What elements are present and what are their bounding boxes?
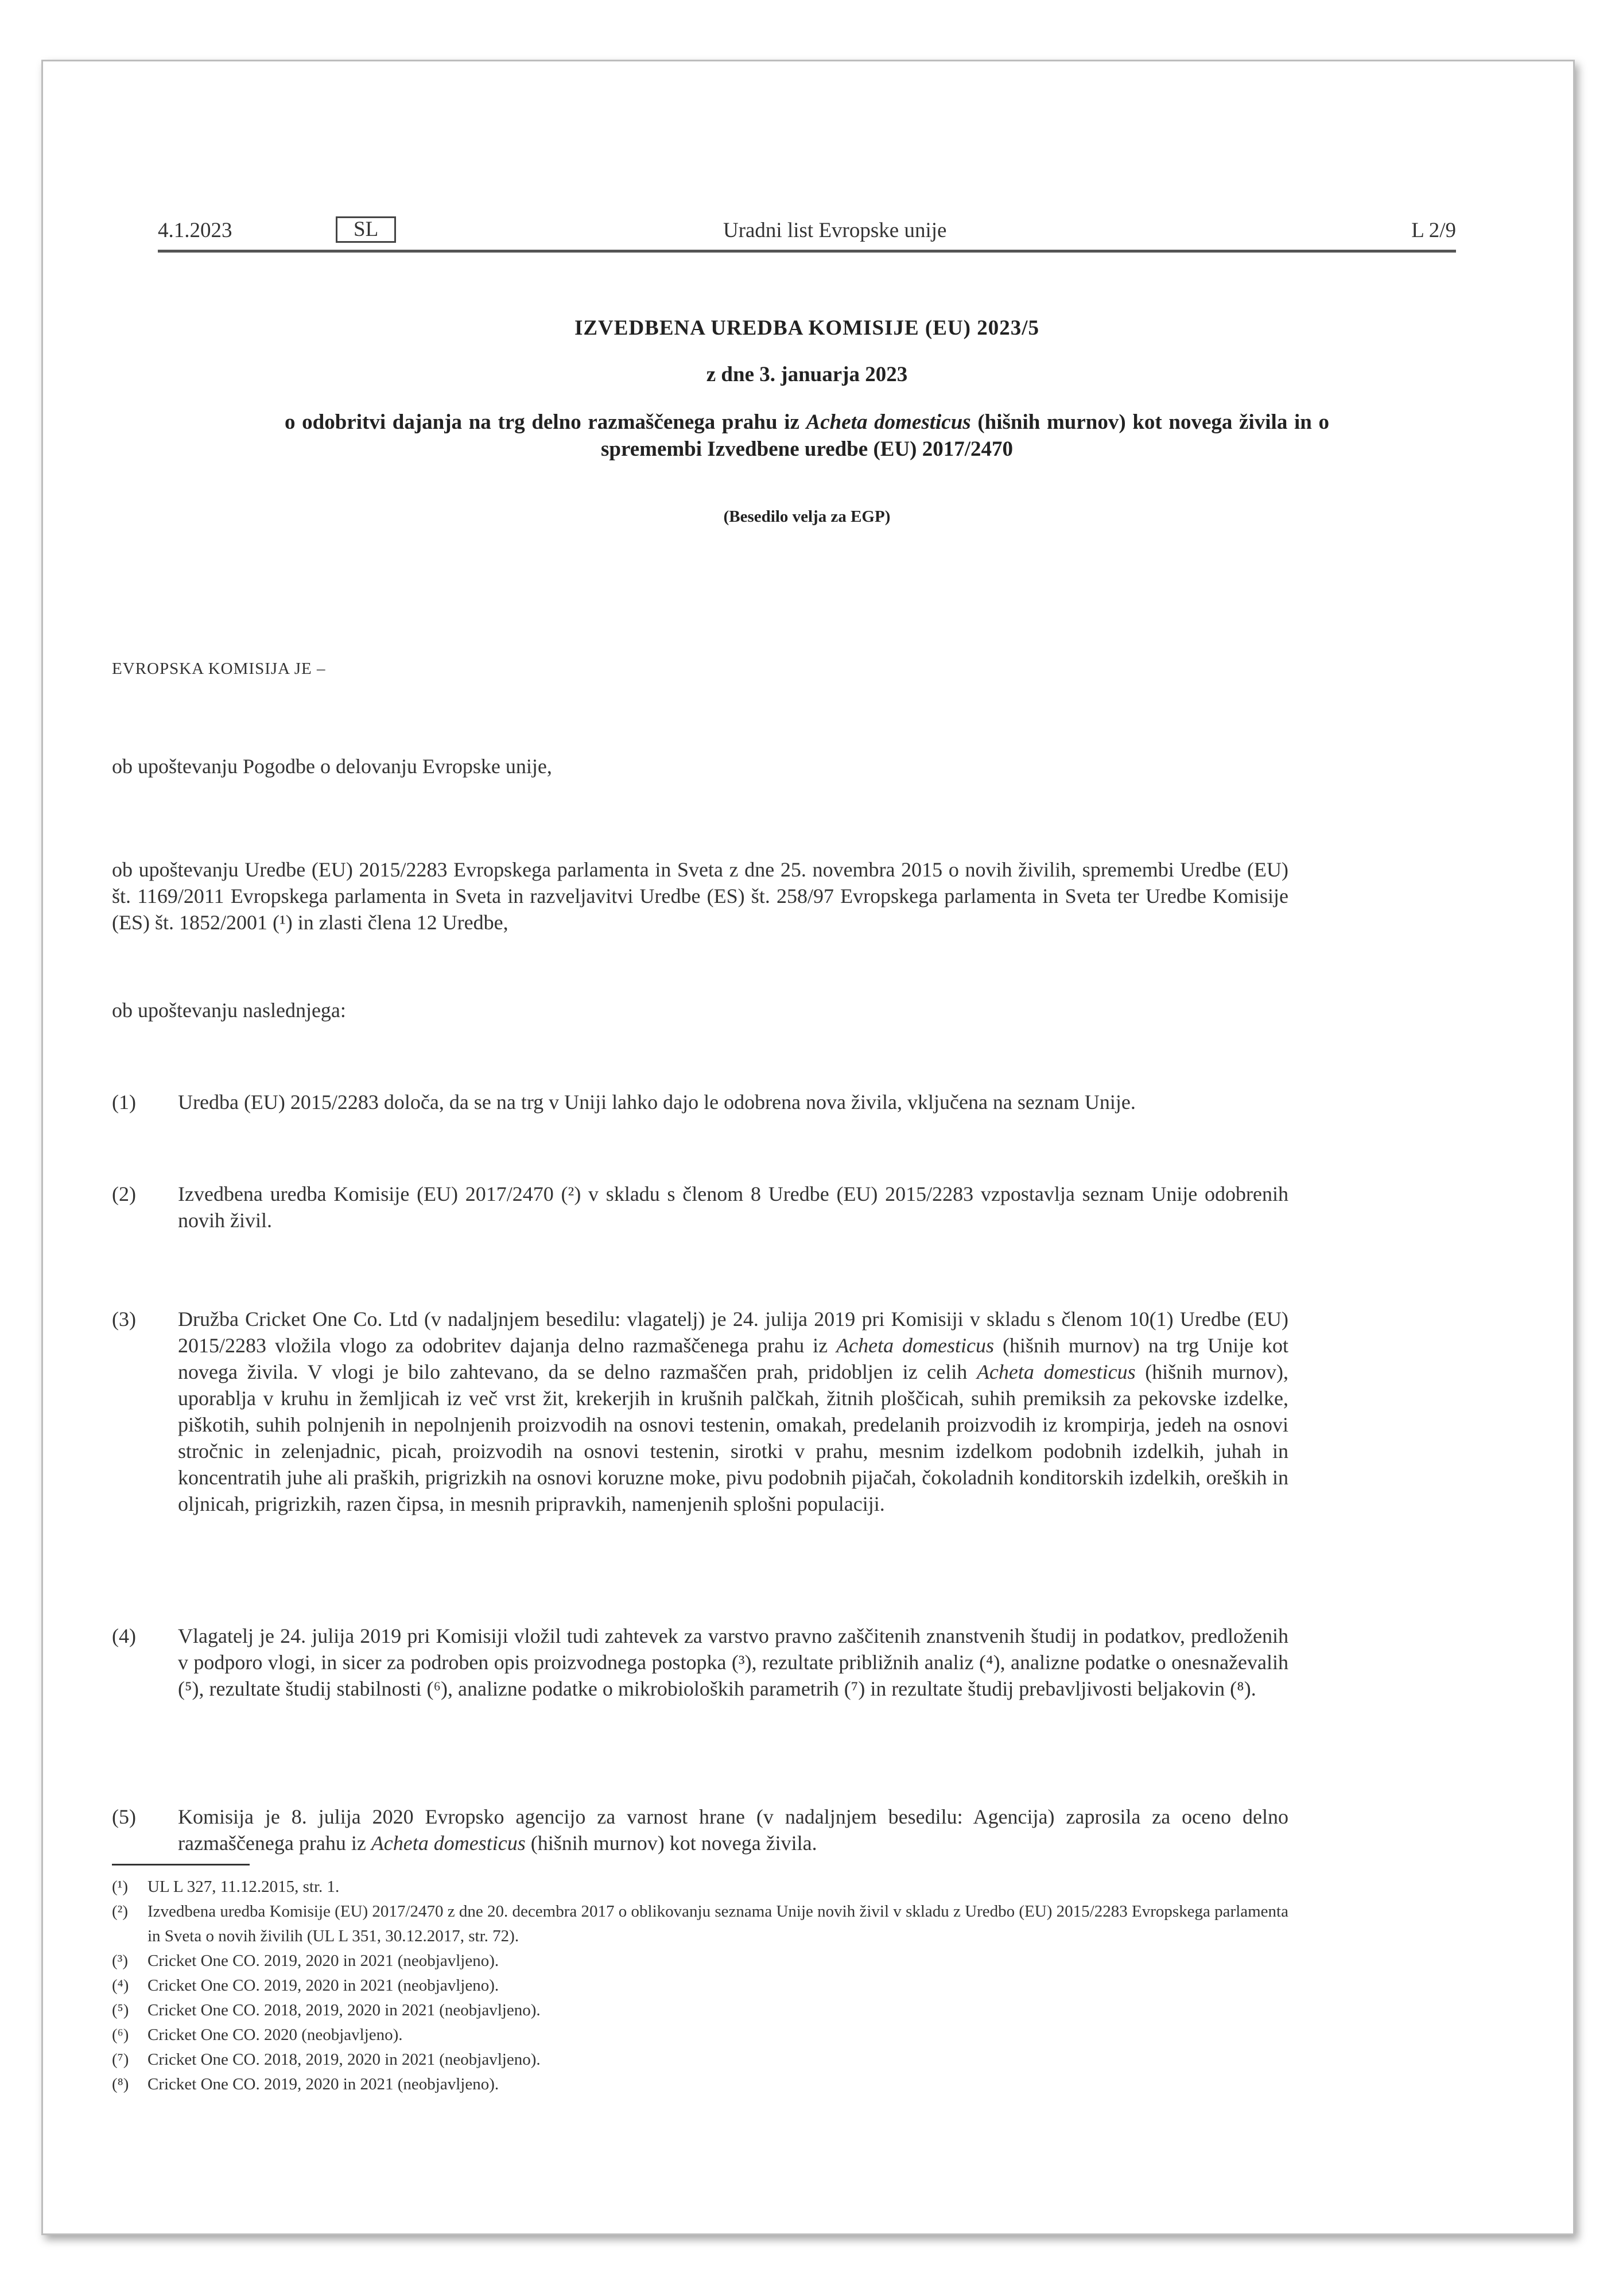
recital-text-part: Uredba (EU) 2015/2283 določa, da se na trg v Uniji lahko dajo le odobrena nova živila, vključena na seznam Unije. [178, 1091, 1136, 1114]
recital-text-species: Acheta domesticus [836, 1334, 995, 1357]
regulation-subject [285, 409, 1329, 463]
eea-relevance-note: (Besedilo velja za EGP) [723, 507, 891, 526]
recital-row [112, 1089, 1288, 1115]
header-journal-title: Uradni list Evropske unije [723, 219, 947, 242]
recital-text-species: Acheta domesticus [976, 1360, 1136, 1383]
footnote-marker: (¹) [112, 1878, 129, 1896]
footnote-1 [112, 1875, 1288, 1899]
recital-number: (4) [112, 1624, 136, 1647]
recital-3 [112, 1306, 1288, 1517]
recital-text-part: (hišnih murnov), uporablja v kruhu in žemljicah iz več vrst žit, krekerjih in krušnih palčkah, žitnih ploščicah, suhih premiksih za pekovske izdelke, piškotih, suhih polnjenih in nepolnjenih proizvodih na osnovi testenin, omakah, predelanih proizvodih iz krompirja, jedeh na osnovi stročnic in zelenjadnic, picah, proizvodih na osnovi testenin, sirotki v prahu, mesnim izdelkom podobnih izdelkih, juhah in koncentratih juhe ali praških, prigrizkih na osnovi koruzne moke, pivu podobnih pijačah, čokoladnih konditorskih izdelkih, oreških in oljnicah, prigrizkih, razen čipsa, in mesnih pripravkih, namenjenih splošni populaciji. [178, 1360, 1288, 1515]
footnote-text: Cricket One CO. 2020 (neobjavljeno). [147, 2026, 403, 2044]
recital-text-part: (hišnih murnov) kot novega živila. [525, 1832, 817, 1855]
document-page [41, 60, 1575, 2235]
footnote-marker: (⁸) [112, 2075, 129, 2093]
footnote-2 [112, 1899, 1288, 1949]
footnote-4 [112, 1973, 1288, 1998]
header-page-number: L 2/9 [1411, 219, 1456, 242]
footnote-marker: (⁶) [112, 2026, 129, 2044]
footnote-separator [112, 1864, 250, 1865]
footnote-marker: (⁵) [112, 2001, 129, 2019]
footnote-text: Cricket One CO. 2019, 2020 in 2021 (neobjavljeno). [147, 1952, 499, 1970]
recital-row [112, 1623, 1288, 1702]
recital-row [112, 1181, 1288, 1234]
recital-text-part: Izvedbena uredba Komisije (EU) 2017/2470 (²) v skladu s členom 8 Uredbe (EU) 2015/2283 vzpostavlja seznam Unije odobrenih novih živil. [178, 1182, 1288, 1232]
page-content [158, 216, 1456, 526]
journal-header [158, 216, 1456, 253]
recital-text [178, 1306, 1288, 1517]
footnotes [112, 1864, 1288, 2097]
regulation-date: z dne 3. januarja 2023 [706, 363, 908, 386]
header-date: 4.1.2023 [158, 219, 232, 242]
preamble-heading: EVROPSKA KOMISIJA JE – [112, 660, 326, 678]
citation-1: ob upoštevanju Pogodbe o delovanju Evropske unije, [112, 755, 552, 778]
footnote-text: Izvedbena uredba Komisije (EU) 2017/2470 z dne 20. decembra 2017 o oblikovanju seznama Unije novih živil v skladu z Uredbo (EU) 2015/2283 Evropskega parlamenta in Sveta o novih živilih (UL L 351, 30.12.2017, str. 72). [147, 1902, 1288, 1945]
preamble [112, 656, 1288, 682]
recital-text [178, 1089, 1288, 1115]
recital-text [178, 1623, 1288, 1702]
recital-number: (3) [112, 1308, 136, 1331]
citation-2: ob upoštevanju Uredbe (EU) 2015/2283 Evropskega parlamenta in Sveta z dne 25. novembra 2015 o novih živilih, spremembi Uredbe (EU) št. 1169/2011 Evropskega parlamenta in Sveta in razveljavitvi Uredbe (ES) št. 258/97 Evropskega parlamenta in Sveta ter Uredbe Komisije (ES) št. 1852/2001 (¹) in zlasti člena 12 Uredbe, [112, 858, 1288, 934]
recital-row [112, 1306, 1288, 1517]
regulation-title-block [158, 316, 1456, 526]
citation-3: ob upoštevanju naslednjega: [112, 999, 346, 1022]
regulation-subject-part-b: (hišnih murnov) kot novega živila in o spremembi Izvedbene uredbe (EU) 2017/2470 [600, 410, 1329, 461]
recital-text-part: Družba Cricket One Co. Ltd (v nadaljnjem besedilu: vlagatelj) je 24. julija 2019 pri Komisiji v skladu s členom 10(1) Uredbe (EU) 2015/2283 vložila vlogo za odobritev dajanja delno razmaščenega prahu iz [178, 1308, 1288, 1357]
footnote-5 [112, 1998, 1288, 2023]
recital-text [178, 1181, 1288, 1234]
footnote-text: Cricket One CO. 2018, 2019, 2020 in 2021 (neobjavljeno). [147, 2050, 541, 2069]
recital-5 [112, 1804, 1288, 1856]
regulation-title: IZVEDBENA UREDBA KOMISIJE (EU) 2023/5 [574, 316, 1039, 340]
footnote-marker: (⁴) [112, 1976, 129, 1995]
recital-text-species: Acheta domesticus [371, 1832, 526, 1855]
footnote-text: Cricket One CO. 2018, 2019, 2020 in 2021 (neobjavljeno). [147, 2001, 541, 2019]
recital-text-part: Vlagatelj je 24. julija 2019 pri Komisiji vložil tudi zahtevek za varstvo pravno zaščitenih znanstvenih študij in podatkov, predloženih v podporo vlogi, in sicer za podroben opis proizvodnega postopka (³), rezultate približnih analiz (⁴), analizne podatke o onesnaževalih (⁵), rezultate študij stabilnosti (⁶), analizne podatke o mikrobioloških parametrih (⁷) in rezultate študij prebavljivosti beljakovin (⁸). [178, 1624, 1288, 1700]
recital-2 [112, 1181, 1288, 1234]
footnote-3 [112, 1949, 1288, 1973]
footnote-6 [112, 2023, 1288, 2047]
footnote-marker: (²) [112, 1902, 129, 1921]
footnote-marker: (³) [112, 1952, 129, 1970]
footnote-7 [112, 2047, 1288, 2072]
footnote-text: Cricket One CO. 2019, 2020 in 2021 (neobjavljeno). [147, 1976, 499, 1995]
recital-number: (5) [112, 1805, 136, 1828]
recital-number: (2) [112, 1182, 136, 1205]
recital-text-part: Komisija je 8. julija 2020 Evropsko agencijo za varnost hrane (v nadaljnjem besedilu: Agencija) zaprosila za oceno delno razmaščenega prahu iz [178, 1805, 1288, 1855]
footnote-text: Cricket One CO. 2019, 2020 in 2021 (neobjavljeno). [147, 2075, 499, 2093]
recital-row [112, 1804, 1288, 1856]
regulation-subject-species: Acheta domesticus [806, 410, 971, 434]
footnote-text: UL L 327, 11.12.2015, str. 1. [147, 1878, 340, 1896]
regulation-subject-part-a: o odobritvi dajanja na trg delno razmaščenega prahu iz [285, 410, 806, 434]
recital-number: (1) [112, 1091, 136, 1114]
footnote-8 [112, 2072, 1288, 2097]
recital-text [178, 1804, 1288, 1856]
recital-text-part: (hišnih murnov) na trg Unije kot novega živila. V vlogi je bilo zahtevano, da se delno razmaščen prah, pridobljen iz celih [178, 1334, 1288, 1383]
header-language-badge: SL [336, 216, 396, 243]
recital-1 [112, 1089, 1288, 1115]
recital-4 [112, 1623, 1288, 1702]
footnote-marker: (⁷) [112, 2050, 129, 2069]
